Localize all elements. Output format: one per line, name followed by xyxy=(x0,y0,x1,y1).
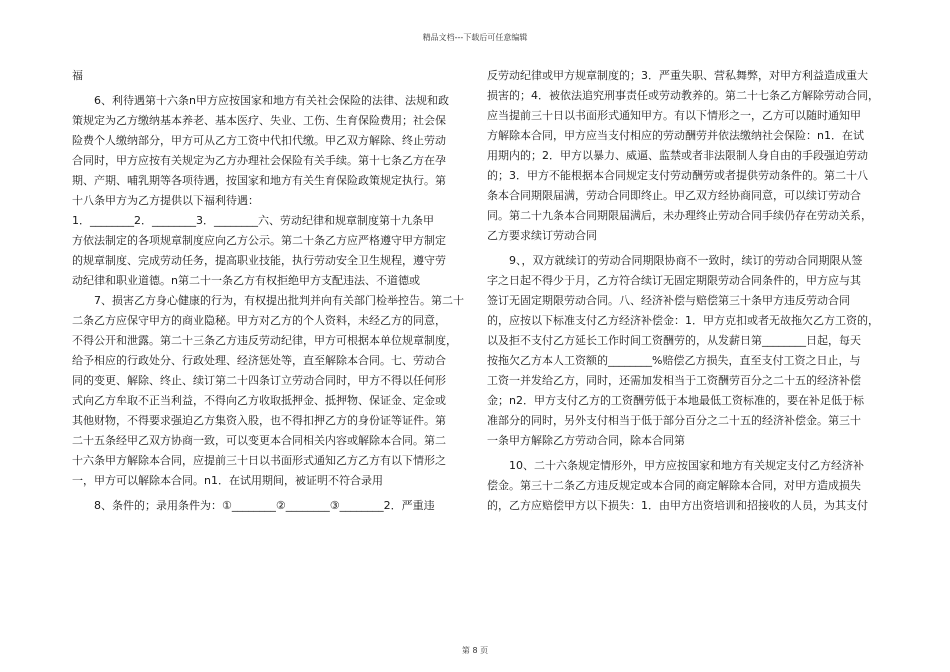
text-line: 一条甲方解除乙方劳动合同，除本合同第 xyxy=(487,434,685,447)
text-line: 二十五条经甲乙双方协商一致，可以变更本合同相关内容或解除本合同。第二 xyxy=(72,434,446,447)
text-line: 6、利待遇第十六条n甲方应按国家和地方有关社会保险的法律、法规和政 xyxy=(94,94,449,107)
text-line: 1．________2．________3．________六、劳动纪律和规章制度第十九条甲 xyxy=(72,214,434,227)
text-line: 方解除本合同，甲方应当支付相应的劳动酬劳并依法缴纳社会保险：n1．在试 xyxy=(487,129,864,142)
text-line: 福 xyxy=(72,69,83,82)
text-line: 动纪律和职业道德。n第二十一条乙方有权拒绝甲方支配违法、不道德或 xyxy=(72,274,420,287)
paragraph-item-8 xyxy=(72,496,468,516)
text-line: 一，甲方可以解除本合同。n1．在试用期间，被证明不符合录用 xyxy=(72,474,383,487)
text-line: 的，乙方应赔偿甲方以下损失：1．由甲方出资培训和招接收的人员，为其支付 xyxy=(487,499,868,512)
text-line: 同的变更、解除、终止、续订第二十四条订立劳动合同时，甲方不得以任何形 xyxy=(72,374,446,387)
text-line: 工资一并发给乙方，同时，还需加发相当于工资酬劳百分之二十五的经济补偿 xyxy=(487,374,861,387)
paragraph-continued xyxy=(487,66,883,246)
text-line: 准部分的同时，另外支付相当于低于部分百分之二十五的经济补偿金。第三十 xyxy=(487,414,861,427)
text-line: 十八条甲方为乙方提供以下福利待遇： xyxy=(72,194,259,207)
text-line: 应当提前三十日以书面形式通知甲方。有以下情形之一，乙方可以随时通知甲 xyxy=(487,109,861,122)
text-line: 方依法制定的各项规章制度应向乙方公示。第二十条乙方应严格遵守甲方制定 xyxy=(72,234,446,247)
text-line: 的；3．甲方不能根据本合同规定支付劳动酬劳或者提供劳动条件的。第二十八 xyxy=(487,169,868,182)
text-line: 8、条件的；录用条件为：①________②________③________2．严重违 xyxy=(94,499,435,512)
page-number: 第 8 页 xyxy=(461,646,489,655)
text-line: 条本合同期限届满，劳动合同即终止。甲乙双方经协商同意，可以续订劳动合 xyxy=(487,189,861,202)
text-line: 损害的；4．被依法追究刑事责任或劳动教养的。第二十七条乙方解除劳动合同， xyxy=(487,89,879,102)
text-line: 用期内的；2．甲方以暴力、威逼、监禁或者非法限制人身自由的手段强迫劳动 xyxy=(487,149,868,162)
right-column xyxy=(487,66,883,516)
text-line: 7、损害乙方身心健康的行为，有权提出批判并向有关部门检举控告。第二十 xyxy=(94,294,464,307)
text-line: 给予相应的行政处分、行政处理、经济惩处等，直至解除本合同。七、劳动合 xyxy=(72,354,446,367)
left-column xyxy=(72,66,468,516)
text-line: 乙方要求续订劳动合同 xyxy=(487,229,597,242)
text-line: 的规章制度、完成劳动任务，提高职业技能，执行劳动安全卫生规程，遵守劳 xyxy=(72,254,446,267)
text-line: 按拖欠乙方本人工资额的________%赔偿乙方损失，直至支付工资之日止，与 xyxy=(487,354,861,367)
text-line: 9、，双方就续订的劳动合同期限协商不一致时，续订的劳动合同期限从签 xyxy=(509,254,863,267)
text-line: 偿金。第三十二条乙方违反规定或本合同的商定解除本合同，对甲方造成损失 xyxy=(487,479,861,492)
text-line: 金；n2．甲方支付乙方的工资酬劳低于本地最低工资标准的，要在补足低于标 xyxy=(487,394,864,407)
text-line: 期、产期、哺乳期等各项待遇，按国家和地方有关生育保险政策规定执行。第 xyxy=(72,174,446,187)
text-line: 其他财物，不得要求强迫乙方集资入股，也不得扣押乙方的身份证等证件。第 xyxy=(72,414,446,427)
text-line: 10、二十六条规定情形外，甲方应按国家和地方有关规定支付乙方经济补 xyxy=(509,459,864,472)
text-line: 以及拒不支付乙方延长工作时间工资酬劳的，从发薪日第________日起，每天 xyxy=(487,334,861,347)
text-line: 的，应按以下标准支付乙方经济补偿金：1．甲方克扣或者无故拖欠乙方工资的， xyxy=(487,314,879,327)
text-line: 不得公开和泄露。第二十三条乙方违反劳动纪律，甲方可根据本单位规章制度， xyxy=(72,334,457,347)
text-line: 同。第二十九条本合同期限届满后，未办理终止劳动合同手续仍存在劳动关系， xyxy=(487,209,872,222)
text-line: 十六条甲方解除本合同，应提前三十日以书面形式通知乙方乙方有以下情形之 xyxy=(72,454,446,467)
paragraph-item-6 xyxy=(72,91,468,491)
paragraph-item-9 xyxy=(487,251,883,451)
text-line: 签订无固定期限劳动合同。八、经济补偿与赔偿第三十条甲方违反劳动合同 xyxy=(487,294,850,307)
text-line: 字之日起不得少于月，乙方符合续订无固定期限劳动合同条件的，甲方应与其 xyxy=(487,274,861,287)
text-line: 反劳动纪律或甲方规章制度的；3．严重失职、营私舞弊，对甲方利益造成重大 xyxy=(487,69,868,82)
text-line: 式向乙方牟取不正当利益，不得向乙方收取抵押金、抵押物、保证金、定金或 xyxy=(72,394,446,407)
text-line: 险费个人缴纳部分，甲方可从乙方工资中代扣代缴。甲乙双方解除、终止劳动 xyxy=(72,134,446,147)
paragraph-lead xyxy=(72,66,468,86)
text-line: 合同时，甲方应按有关规定为乙方办理社会保险有关手续。第十七条乙方在孕 xyxy=(72,154,446,167)
text-line: 二条乙方应保守甲方的商业隐秘。甲方对乙方的个人资料，未经乙方的同意， xyxy=(72,314,446,327)
paragraph-item-10 xyxy=(487,456,883,516)
page-header: 精品文档---下载后可任意编辑 xyxy=(422,33,528,42)
text-line: 策规定为乙方缴纳基本养老、基本医疗、失业、工伤、生育保险费用；社会保 xyxy=(72,114,446,127)
